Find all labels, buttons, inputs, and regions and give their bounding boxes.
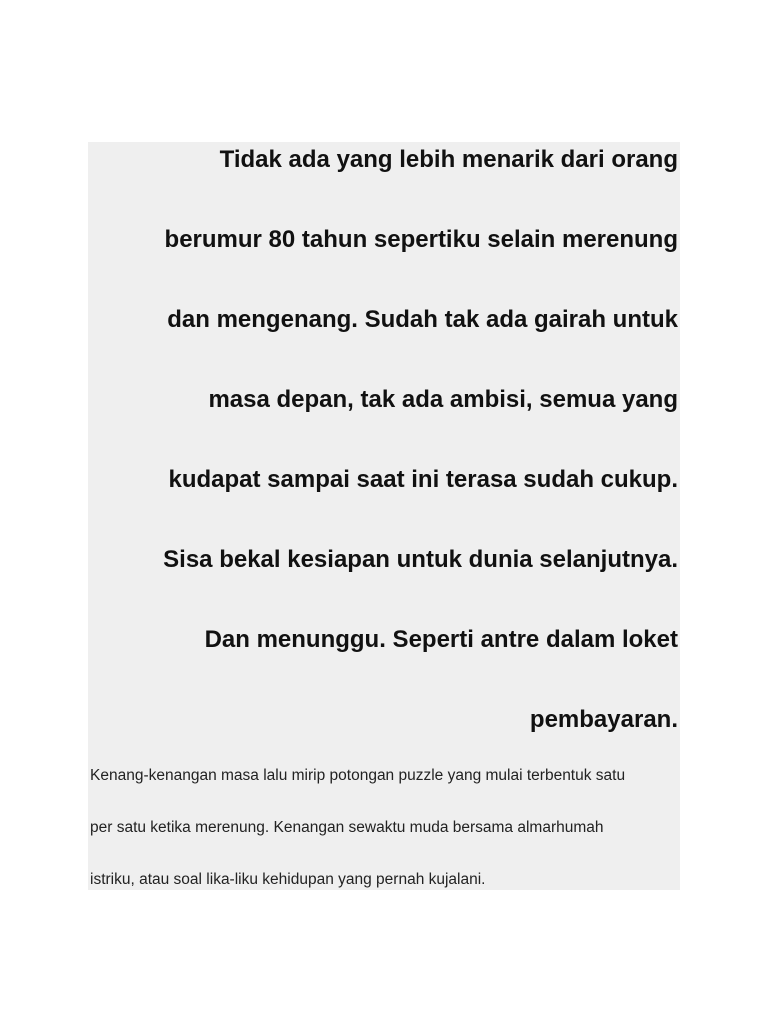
body-paragraph-line: istriku, atau soal lika-liku kehidupan yang pernah kujalani. (90, 871, 486, 888)
pull-quote-line: masa depan, tak ada ambisi, semua yang (208, 386, 678, 413)
body-paragraph (90, 758, 678, 914)
pull-quote-line: pembayaran. (529, 706, 678, 733)
document-text-block (88, 142, 680, 890)
body-paragraph-line: per satu ketika merenung. Kenangan sewaktu muda bersama almarhumah (90, 819, 604, 836)
pull-quote-line: kudapat sampai saat ini terasa sudah cukup. (168, 466, 678, 493)
pull-quote-line: Dan menunggu. Seperti antre dalam loket (204, 626, 678, 653)
pull-quote (98, 142, 678, 782)
pull-quote-line: dan mengenang. Sudah tak ada gairah untuk (167, 306, 678, 333)
pull-quote-line: Tidak ada yang lebih menarik dari orang (219, 146, 678, 173)
pull-quote-line: berumur 80 tahun sepertiku selain merenung (164, 226, 678, 253)
pull-quote-line: Sisa bekal kesiapan untuk dunia selanjutnya. (163, 546, 678, 573)
body-paragraph-line: Kenang-kenangan masa lalu mirip potongan puzzle yang mulai terbentuk satu (90, 767, 626, 784)
